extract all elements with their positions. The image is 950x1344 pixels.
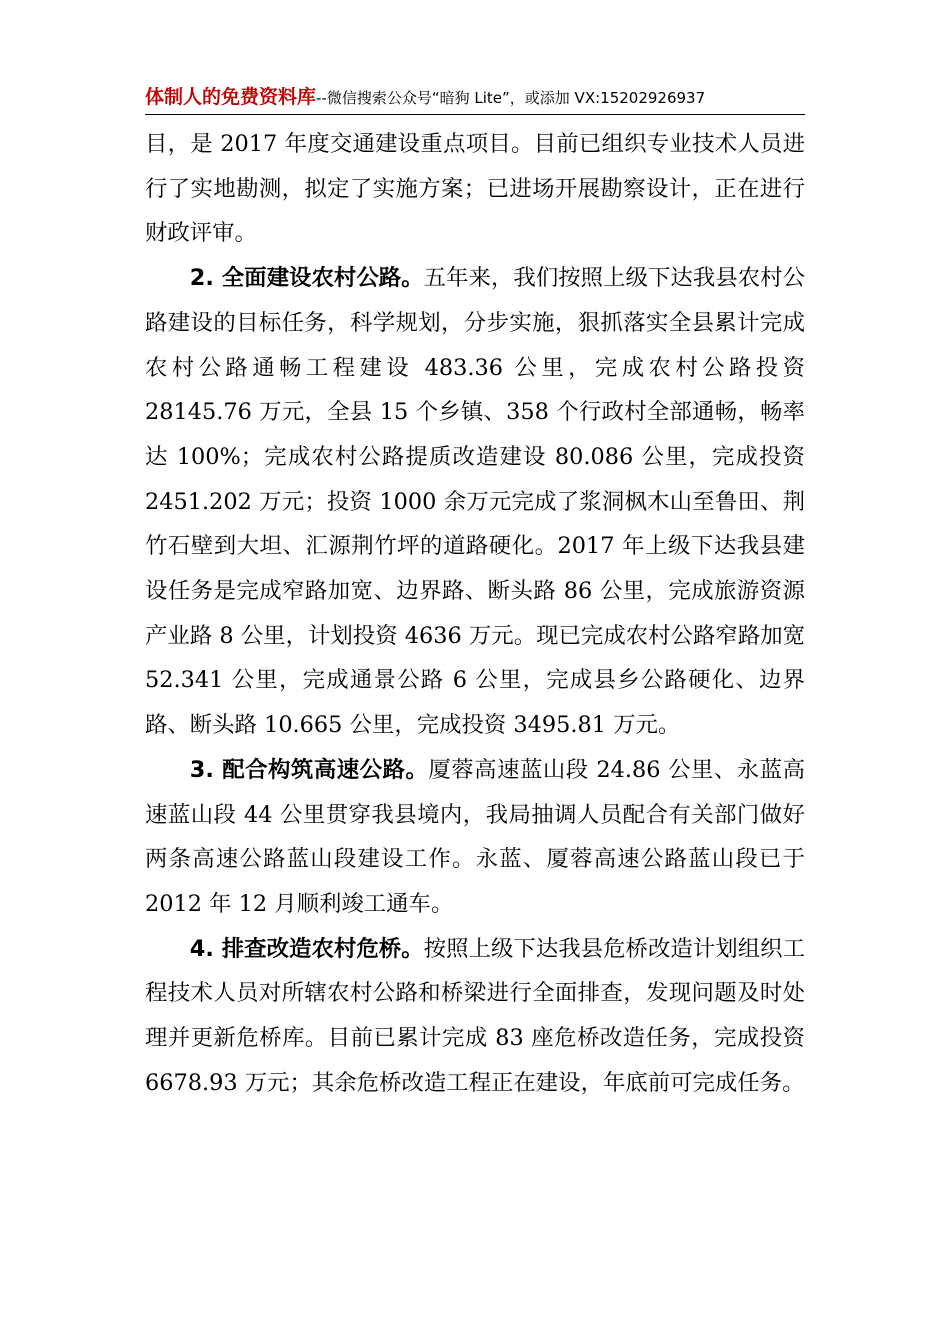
header-contact-info: --微信搜索公众号“暗狗 Lite”，或添加 VX:15202926937: [316, 89, 706, 107]
paragraph-bridges: [145, 927, 805, 1106]
paragraph-expressway: [145, 748, 805, 927]
document-body: [145, 122, 805, 1105]
paragraph-text: 五年来，我们按照上级下达我县农村公路建设的目标任务，科学规划，分步实施，狠抓落实全县累计完成农村公路通畅工程建设 483.36 公里，完成农村公路投资 28145.76 万元，全县 15 个乡镇、358 个行政村全部通畅，畅率达 100%；完成农村公路提质改造建设 80.086 公里，完成投资 2451.202 万元；投资 1000 余万元完成了浆洞枫木山至鲁田、荆竹石壁到大坦、汇源荆竹坪的道路硬化。2017 年上级下达我县建设任务是完成窄路加宽、边界路、断头路 86 公里，完成旅游资源产业路 8 公里，计划投资 4636 万元。现已完成农村公路窄路加宽 52.341 公里，完成通景公路 6 公里，完成县乡公路硬化、边界路、断头路 10.665 公里，完成投资 3495.81 万元。: [145, 265, 805, 739]
paragraph-text: 目，是 2017 年度交通建设重点项目。目前已组织专业技术人员进行了实地勘测，拟定了实施方案；已进场开展勘察设计，正在进行财政评审。: [145, 131, 805, 247]
paragraph-heading: 2. 全面建设农村公路。: [189, 265, 424, 292]
page-header: [145, 84, 805, 115]
paragraph-heading: 4. 排查改造农村危桥。: [189, 935, 424, 962]
paragraph-rural-roads: [145, 256, 805, 748]
header-brand: 体制人的免费资料库: [145, 86, 317, 108]
paragraph-continued: [145, 122, 805, 256]
paragraph-heading: 3. 配合构筑高速公路。: [189, 756, 429, 783]
paragraph-text: 厦蓉高速蓝山段 24.86 公里、永蓝高速蓝山段 44 公里贯穿我县境内，我局抽调人员配合有关部门做好两条高速公路蓝山段建设工作。永蓝、厦蓉高速公路蓝山段已于 2012 年 12 月顺利竣工通车。: [145, 756, 805, 917]
paragraph-text: 按照上级下达我县危桥改造计划组织工程技术人员对所辖农村公路和桥梁进行全面排查，发现问题及时处理并更新危桥库。目前已累计完成 83 座危桥改造任务，完成投资 6678.93 万元；其余危桥改造工程正在建设，年底前可完成任务。: [145, 935, 805, 1096]
